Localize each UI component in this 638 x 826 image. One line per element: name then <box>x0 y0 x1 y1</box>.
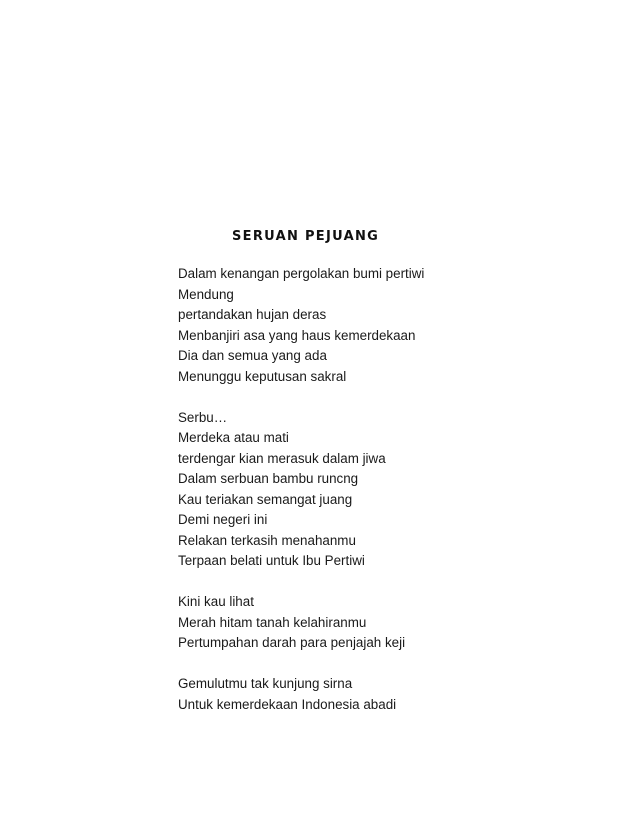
poem-line: Menunggu keputusan sakral <box>178 368 347 384</box>
poem-line: Mendung <box>178 286 234 302</box>
poem-line: Demi negeri ini <box>178 512 268 527</box>
stanza-4 <box>178 674 598 715</box>
poem-line: Serbu… <box>178 409 228 425</box>
poem-line: Kau teriakan semangat juang <box>178 491 353 507</box>
poem-line: Dalam kenangan pergolakan bumi pertiwi <box>178 266 425 281</box>
poem-line: Merah hitam tanah kelahiranmu <box>178 614 367 630</box>
poem-line: terdengar kian merasuk dalam jiwa <box>178 450 386 466</box>
stanza-1 <box>178 264 598 387</box>
poem-line: Dalam serbuan bambu runcng <box>178 471 359 486</box>
poem-line: Pertumpahan darah para penjajah keji <box>178 635 406 650</box>
stanza-3 <box>178 592 598 654</box>
poem-line: Gemulutmu tak kunjung sirna <box>178 676 353 691</box>
poem-line: pertandakan hujan deras <box>178 307 327 322</box>
poem-line: Menbanjiri asa yang haus kemerdekaan <box>178 327 416 343</box>
stanza-2 <box>178 408 598 572</box>
poem-line: Merdeka atau mati <box>178 430 289 445</box>
poem-line: Dia dan semua yang ada <box>178 348 327 363</box>
poem-title: SERUAN PEJUANG <box>232 229 380 244</box>
poem-line: Untuk kemerdekaan Indonesia abadi <box>178 696 397 712</box>
poem-line: Kini kau lihat <box>178 594 254 609</box>
poem-line: Relakan terkasih menahanmu <box>178 532 356 548</box>
poem-body <box>178 264 598 736</box>
poem-line: Terpaan belati untuk Ibu Pertiwi <box>178 553 365 568</box>
